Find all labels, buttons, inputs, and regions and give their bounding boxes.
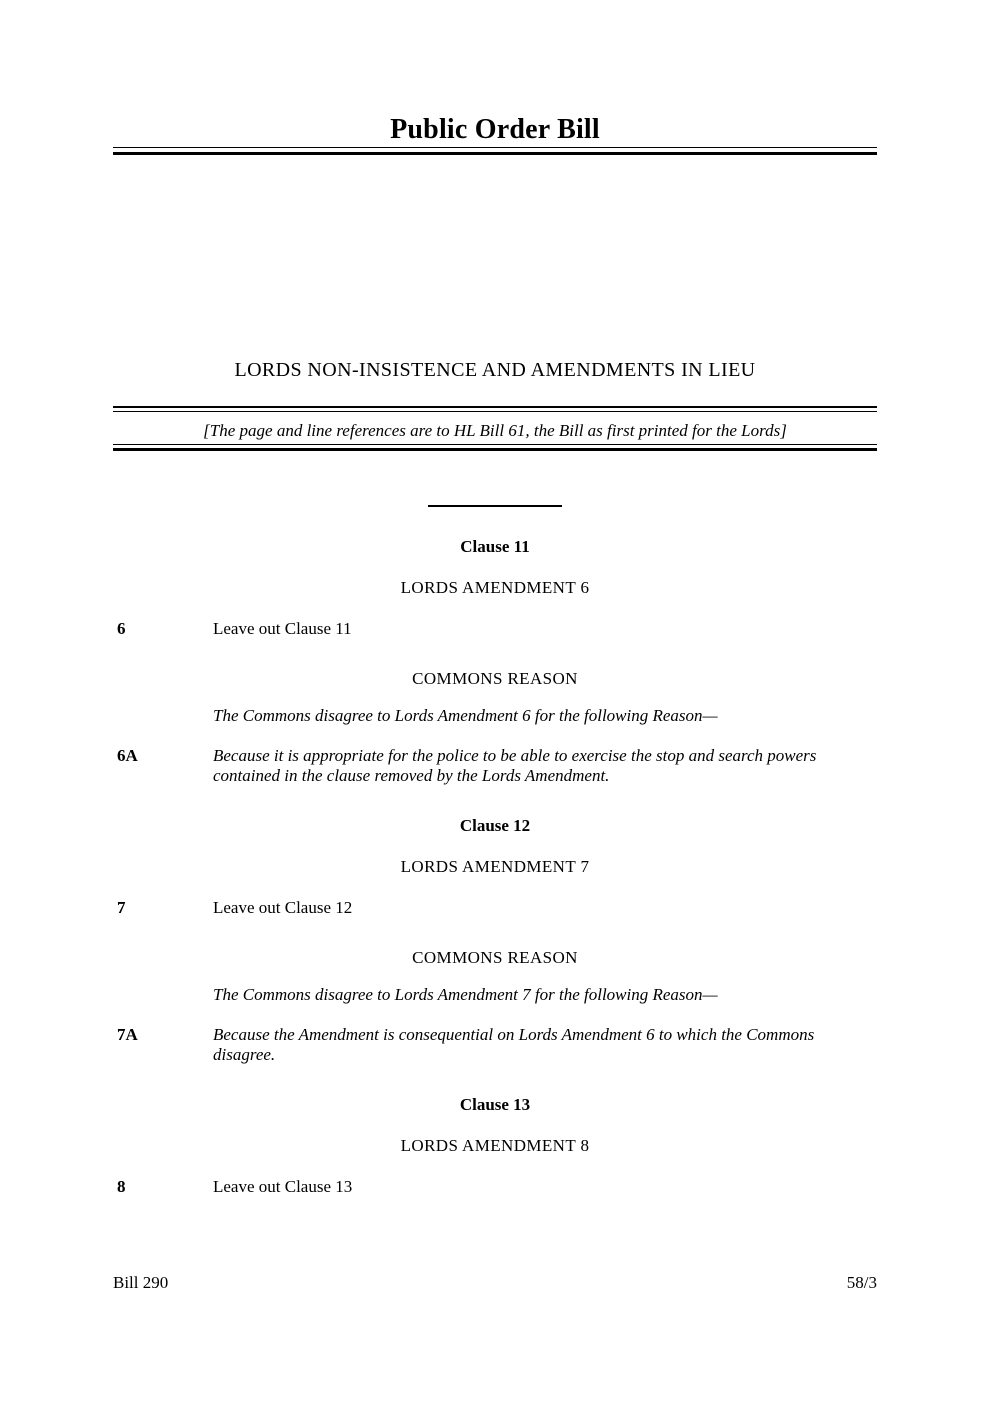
commons-reason-heading: COMMONS REASON — [412, 948, 578, 967]
document-title: Public Order Bill — [390, 114, 600, 145]
clause-heading: Clause 13 — [459, 1095, 531, 1114]
reason-number: 6A — [117, 746, 138, 765]
amendment-text: Leave out Clause 13 — [213, 1177, 353, 1196]
title-double-rule — [113, 147, 877, 155]
amendment-heading: LORDS AMENDMENT 8 — [400, 1136, 590, 1155]
clause-13-section — [113, 1095, 877, 1197]
clause-11-section — [113, 537, 877, 786]
reason-intro: The Commons disagree to Lords Amendment 7 for the following Reason— — [213, 985, 718, 1004]
amendment-row — [113, 619, 877, 639]
reason-row — [113, 1025, 877, 1065]
reason-text: Because it is appropriate for the police to be able to exercise the stop and search powers contained in the clause removed by the Lords Amendment. — [213, 746, 817, 785]
amendment-heading: LORDS AMENDMENT 7 — [400, 857, 590, 876]
reason-text: Because the Amendment is consequential on Lords Amendment 6 to which the Commons disagree. — [213, 1025, 815, 1064]
amendment-number: 7 — [117, 898, 126, 917]
clause-12-section — [113, 816, 877, 1065]
footer-session-code: 58/3 — [846, 1273, 877, 1292]
footer-bill-number: Bill 290 — [113, 1273, 169, 1292]
amendment-number: 8 — [117, 1177, 126, 1196]
amendment-heading: LORDS AMENDMENT 6 — [400, 578, 590, 597]
amendment-text: Leave out Clause 12 — [213, 898, 353, 917]
section-divider-rule — [428, 505, 562, 507]
amendment-row — [113, 1177, 877, 1197]
reason-row — [113, 746, 877, 786]
clause-heading: Clause 12 — [459, 816, 531, 835]
clause-heading: Clause 11 — [460, 537, 530, 556]
commons-reason-heading: COMMONS REASON — [412, 669, 578, 688]
reason-number: 7A — [117, 1025, 138, 1044]
amendment-text: Leave out Clause 11 — [213, 619, 352, 638]
section-heading: LORDS NON-INSISTENCE AND AMENDMENTS IN LIEU — [234, 359, 756, 381]
reference-note: [The page and line references are to HL Bill 61, the Bill as first printed for the Lords] — [203, 421, 787, 440]
reason-intro: The Commons disagree to Lords Amendment 6 for the following Reason— — [213, 706, 718, 725]
reference-note-top-rule — [113, 406, 877, 412]
reference-note-bottom-rule — [113, 444, 877, 451]
amendment-row — [113, 898, 877, 918]
amendment-number: 6 — [117, 619, 126, 638]
page-footer — [113, 1273, 877, 1293]
